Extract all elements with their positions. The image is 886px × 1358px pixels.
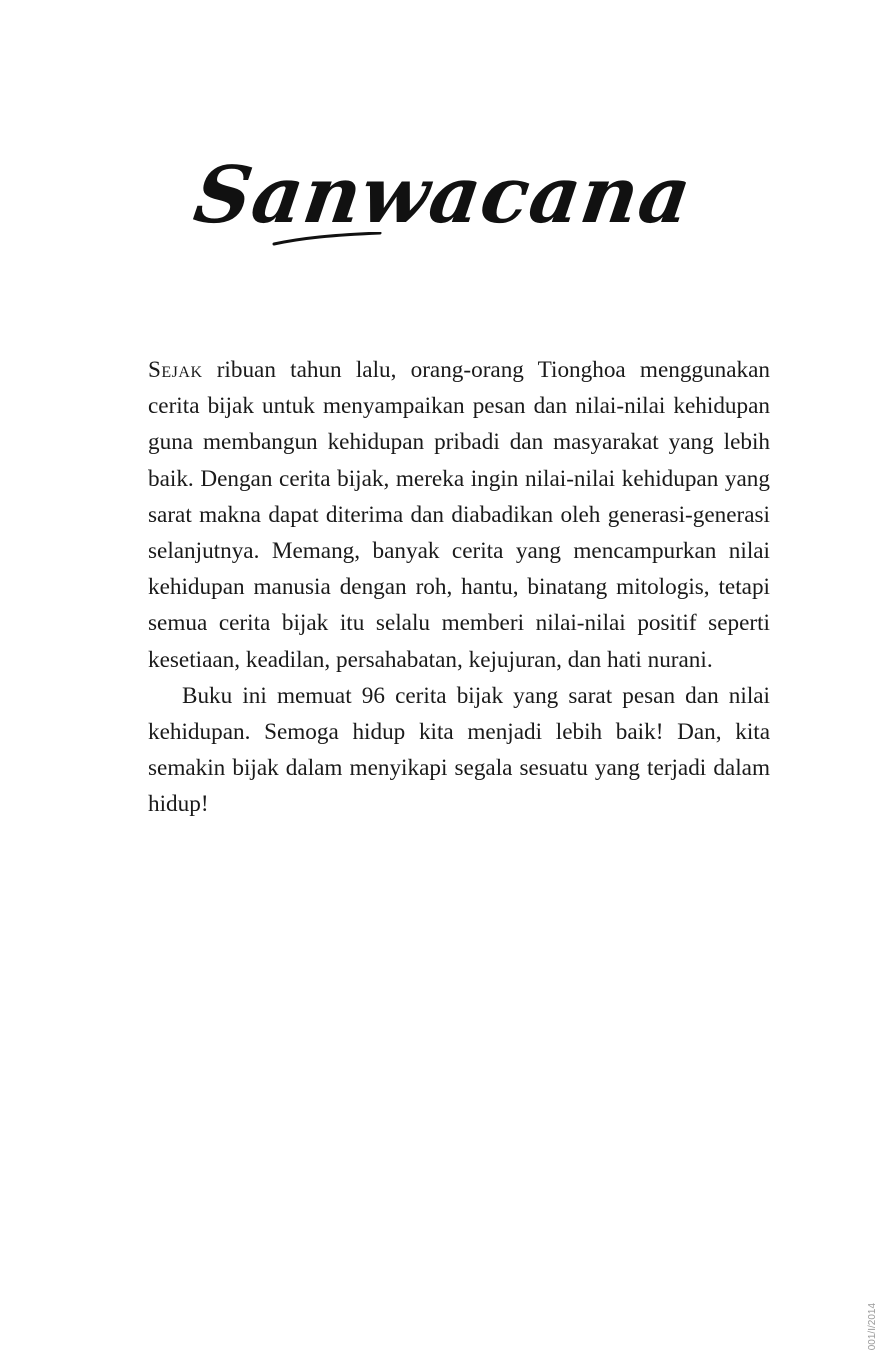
paragraph-2: Buku ini memuat 96 cerita bijak yang sarat pesan dan nilai kehidupan. Semoga hidup kita menjadi lebih baik! Dan, kita semakin bijak dalam menyikapi segala sesuatu yang terjadi dalam hidup! [148,682,770,818]
body-text [148,352,770,823]
paragraph-1-text: ribuan tahun lalu, orang-orang Tionghoa menggunakan cerita bijak untuk menyampaikan pesan dan nilai-nilai kehidupan guna membangun kehidupan pribadi dan masyarakat yang lebih baik. Dengan cerita bijak, mereka ingin nilai-nilai kehidupan yang sarat makna dapat diterima dan diabadikan oleh generasi-generasi selanjutnya. Memang, banyak cerita yang mencampurkan nilai kehidupan manusia dengan roh, hantu, binatang mitologis, tetapi semua cerita bijak itu selalu memberi nilai-nilai positif seperti kesetiaan, keadilan, persahabatan, kejujuran, dan hati nurani. [148,357,770,673]
side-code: 001/I/2014 [867,1302,878,1350]
lead-word: Sejak [148,357,203,383]
chapter-title: Sanwacana [188,150,698,241]
title-brush-stroke [272,232,382,246]
paragraph-1 [148,352,770,678]
